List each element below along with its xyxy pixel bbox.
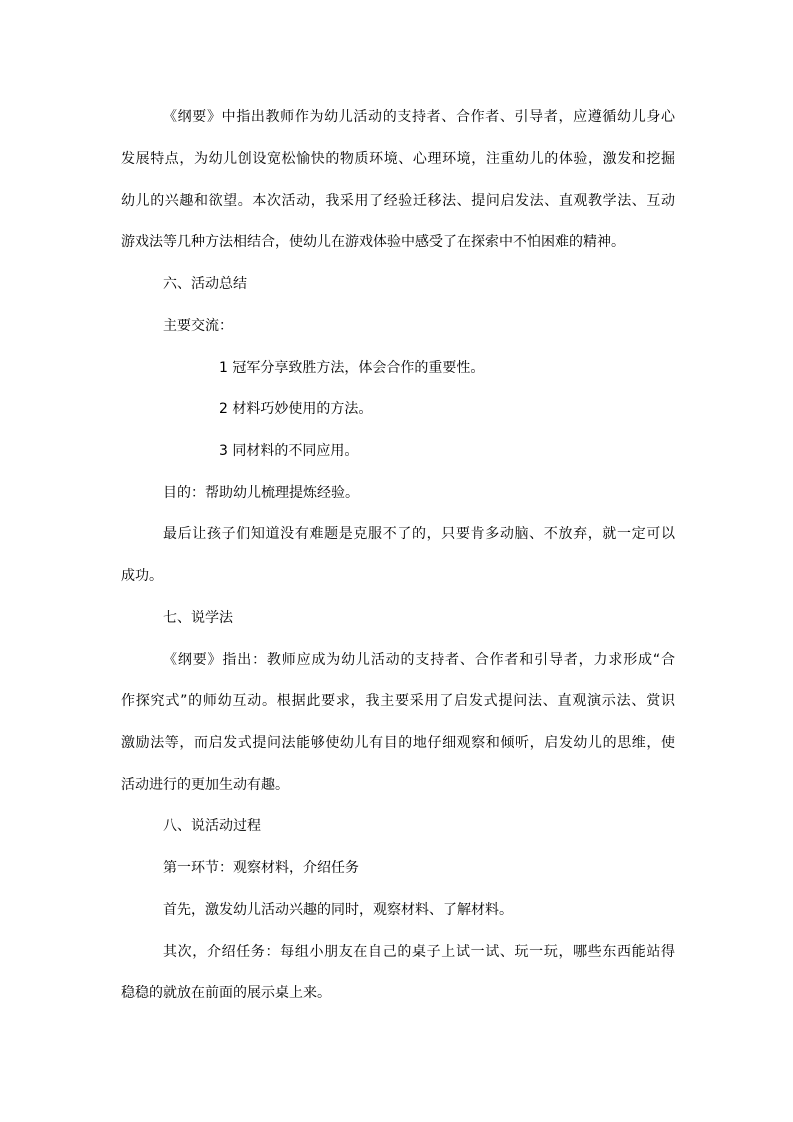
section-heading-6: 六、活动总结: [163, 276, 247, 292]
paragraph-1-line-2: 发展特点，为幼儿创设宽松愉快的物质环境、心理环境，注重幼儿的体验，激发和挖掘: [121, 151, 675, 167]
step-1-heading: 第一环节：观察材料，介绍任务: [163, 860, 359, 876]
exchange-item-3: 3 同材料的不同应用。: [219, 443, 359, 459]
paragraph-3-line-1: 《纲要》指出：教师应成为幼儿活动的支持者、合作者和引导者，力求形成“合: [163, 652, 675, 668]
step-1-second-line-1: 其次，介绍任务：每组小朋友在自己的桌子上试一试、玩一玩，哪些东西能站得: [163, 944, 675, 960]
exchange-item-1: 1 冠军分享致胜方法，体会合作的重要性。: [219, 360, 485, 376]
purpose-line: 目的：帮助幼儿梳理提炼经验。: [163, 485, 359, 501]
step-1-first: 首先，激发幼儿活动兴趣的同时，观察材料、了解材料。: [163, 902, 513, 918]
main-exchange-label: 主要交流：: [163, 318, 233, 334]
paragraph-3-line-2: 作探究式”的师幼互动。根据此要求，我主要采用了启发式提问法、直观演示法、赏识: [121, 693, 675, 709]
section-heading-7: 七、说学法: [163, 610, 233, 626]
paragraph-1-line-4: 游戏法等几种方法相结合，使幼儿在游戏体验中感受了在探索中不怕困难的精神。: [121, 234, 625, 250]
step-1-second-line-2: 稳稳的就放在前面的展示桌上来。: [121, 985, 331, 1001]
paragraph-1-line-1: 《纲要》中指出教师作为幼儿活动的支持者、合作者、引导者，应遵循幼儿身心: [163, 109, 675, 125]
paragraph-1-line-3: 幼儿的兴趣和欲望。本次活动，我采用了经验迁移法、提问启发法、直观教学法、互动: [121, 193, 675, 209]
paragraph-2-line-2: 成功。: [121, 568, 163, 584]
section-heading-8: 八、说活动过程: [163, 818, 261, 834]
paragraph-3-line-3: 激励法等，而启发式提问法能够使幼儿有目的地仔细观察和倾听，启发幼儿的思维，使: [121, 735, 675, 751]
paragraph-2-line-1: 最后让孩子们知道没有难题是克服不了的，只要肯多动脑、不放弃，就一定可以: [163, 526, 675, 542]
exchange-item-2: 2 材料巧妙使用的方法。: [219, 401, 373, 417]
paragraph-3-line-4: 活动进行的更加生动有趣。: [121, 777, 289, 793]
